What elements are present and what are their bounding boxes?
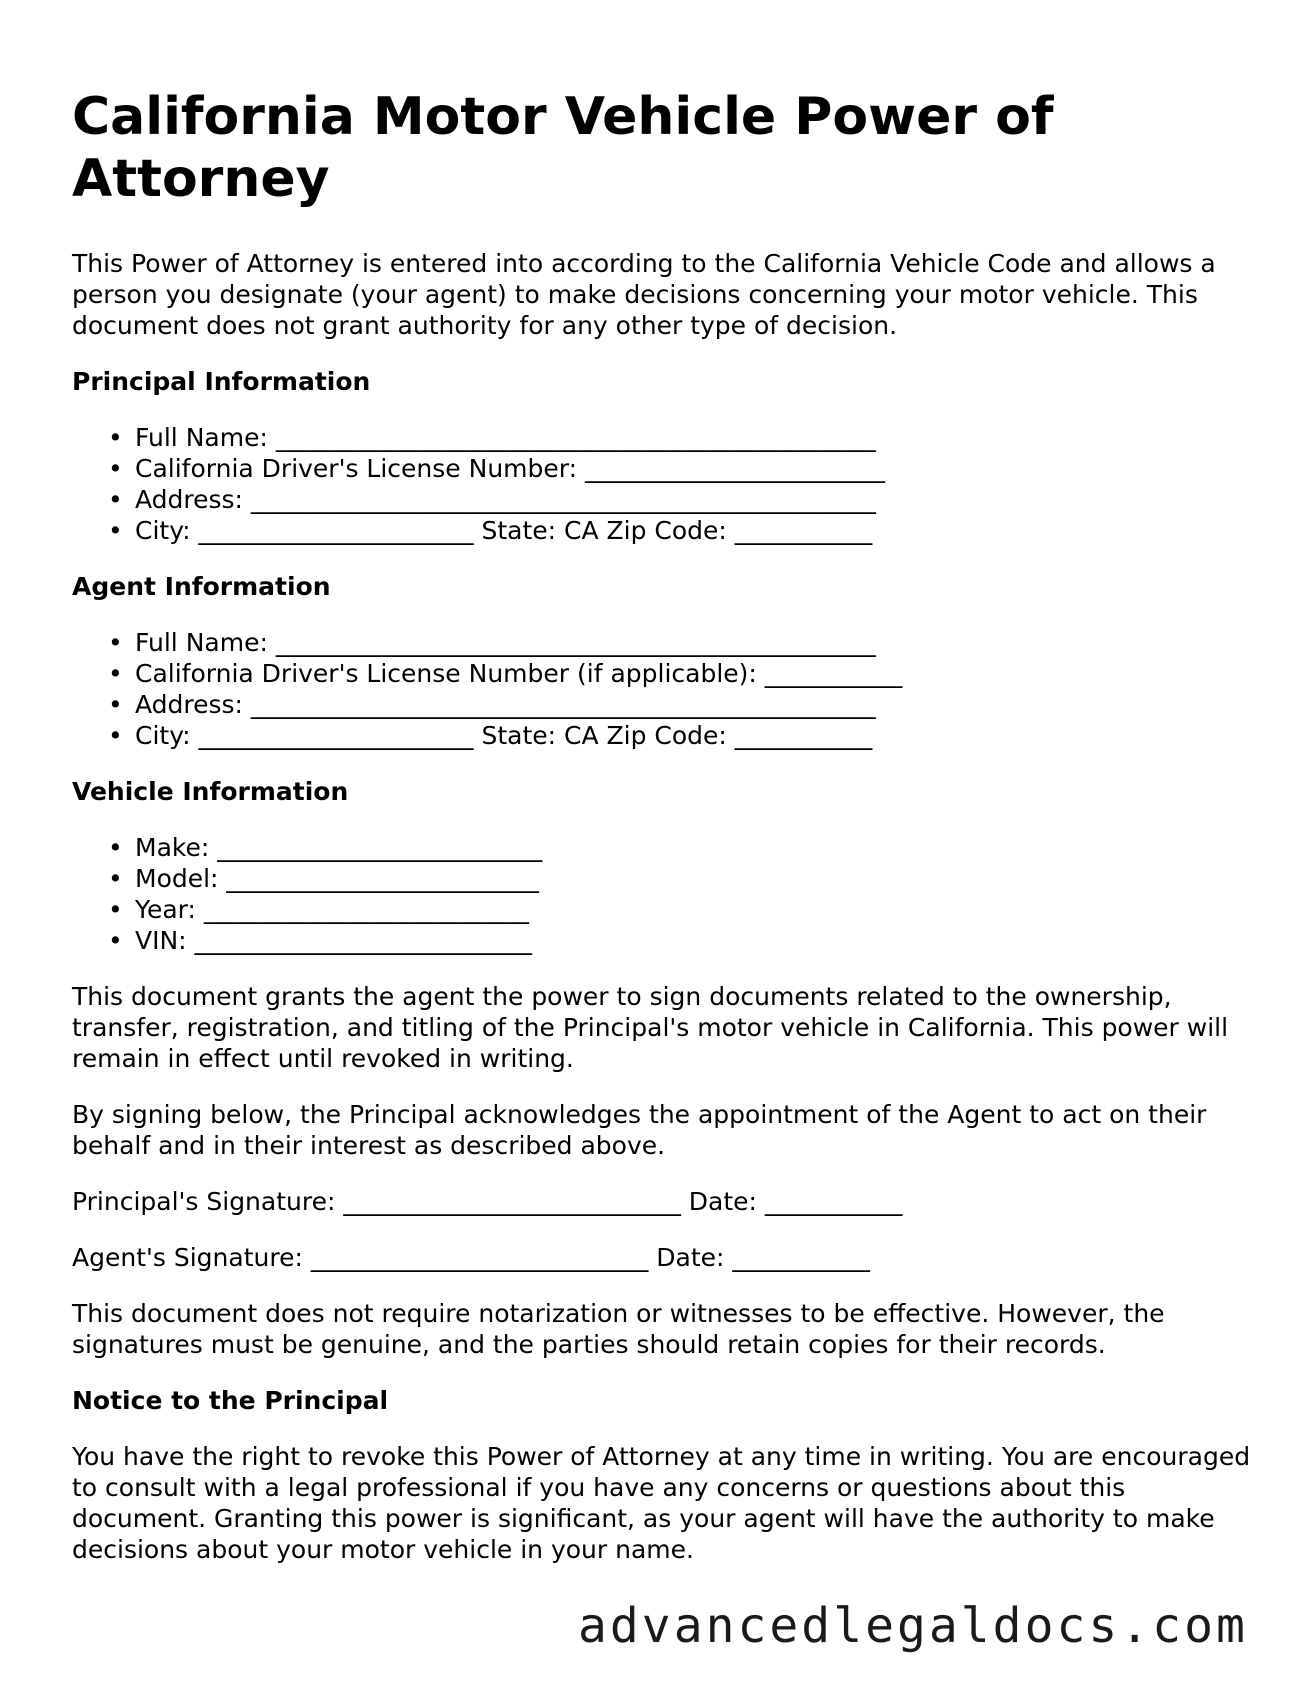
- principal-full-name-field: • Full Name: ________________________________________________: [135, 422, 1252, 453]
- agent-address-field: • Address: __________________________________________________: [135, 689, 1252, 720]
- grant-paragraph: This document grants the agent the power to sign documents related to the ownership, transfer, registration, and titling of the Principal's motor vehicle in California. This power will remain in effect until revoked in writing.: [72, 982, 1229, 1073]
- agent-full-name-field: • Full Name: ________________________________________________: [135, 627, 1252, 658]
- agent-signature-line: Agent's Signature: ___________________________ Date: ___________: [72, 1243, 870, 1272]
- principal-signature-line: Principal's Signature: ___________________________ Date: ___________: [72, 1187, 903, 1216]
- principal-heading: Principal Information: [72, 367, 371, 396]
- principal-address-field: • Address: __________________________________________________: [135, 484, 1252, 515]
- agent-fields: [72, 627, 1252, 751]
- document-page: [72, 86, 1252, 1590]
- notice-heading: Notice to the Principal: [72, 1386, 389, 1415]
- vehicle-make-field: • Make: __________________________: [135, 832, 1252, 863]
- vehicle-year-field: • Year: __________________________: [135, 894, 1252, 925]
- vehicle-vin-field: • VIN: ___________________________: [135, 925, 1252, 956]
- principal-license-field: • California Driver's License Number: ________________________: [135, 453, 1252, 484]
- notarization-paragraph: This document does not require notarization or witnesses to be effective. However, the signatures must be genuine, and the parties should retain copies for their records.: [72, 1299, 1165, 1359]
- intro-paragraph: This Power of Attorney is entered into according to the California Vehicle Code and allows a person you designate (your agent) to make decisions concerning your motor vehicle. This document does not grant authority for any other type of decision.: [72, 249, 1216, 340]
- document-title: California Motor Vehicle Power of Attorney: [72, 87, 1054, 209]
- vehicle-fields: [72, 832, 1252, 956]
- principal-city-field: • City: ______________________ State: CA Zip Code: ___________: [135, 515, 1252, 546]
- acknowledge-paragraph: By signing below, the Principal acknowledges the appointment of the Agent to act on their behalf and in their interest as described above.: [72, 1100, 1207, 1160]
- vehicle-model-field: • Model: _________________________: [135, 863, 1252, 894]
- site-watermark: advancedlegaldocs.com: [578, 1598, 1248, 1654]
- agent-license-field: • California Driver's License Number (if applicable): ___________: [135, 658, 1252, 689]
- agent-city-field: • City: ______________________ State: CA Zip Code: ___________: [135, 720, 1252, 751]
- agent-heading: Agent Information: [72, 572, 331, 601]
- vehicle-heading: Vehicle Information: [72, 777, 349, 806]
- principal-fields: [72, 422, 1252, 546]
- notice-paragraph: You have the right to revoke this Power of Attorney at any time in writing. You are encouraged to consult with a legal professional if you have any concerns or questions about this document. Granting this power is significant, as your agent will have the authority to make decisions about your motor vehicle in your name.: [72, 1442, 1251, 1564]
